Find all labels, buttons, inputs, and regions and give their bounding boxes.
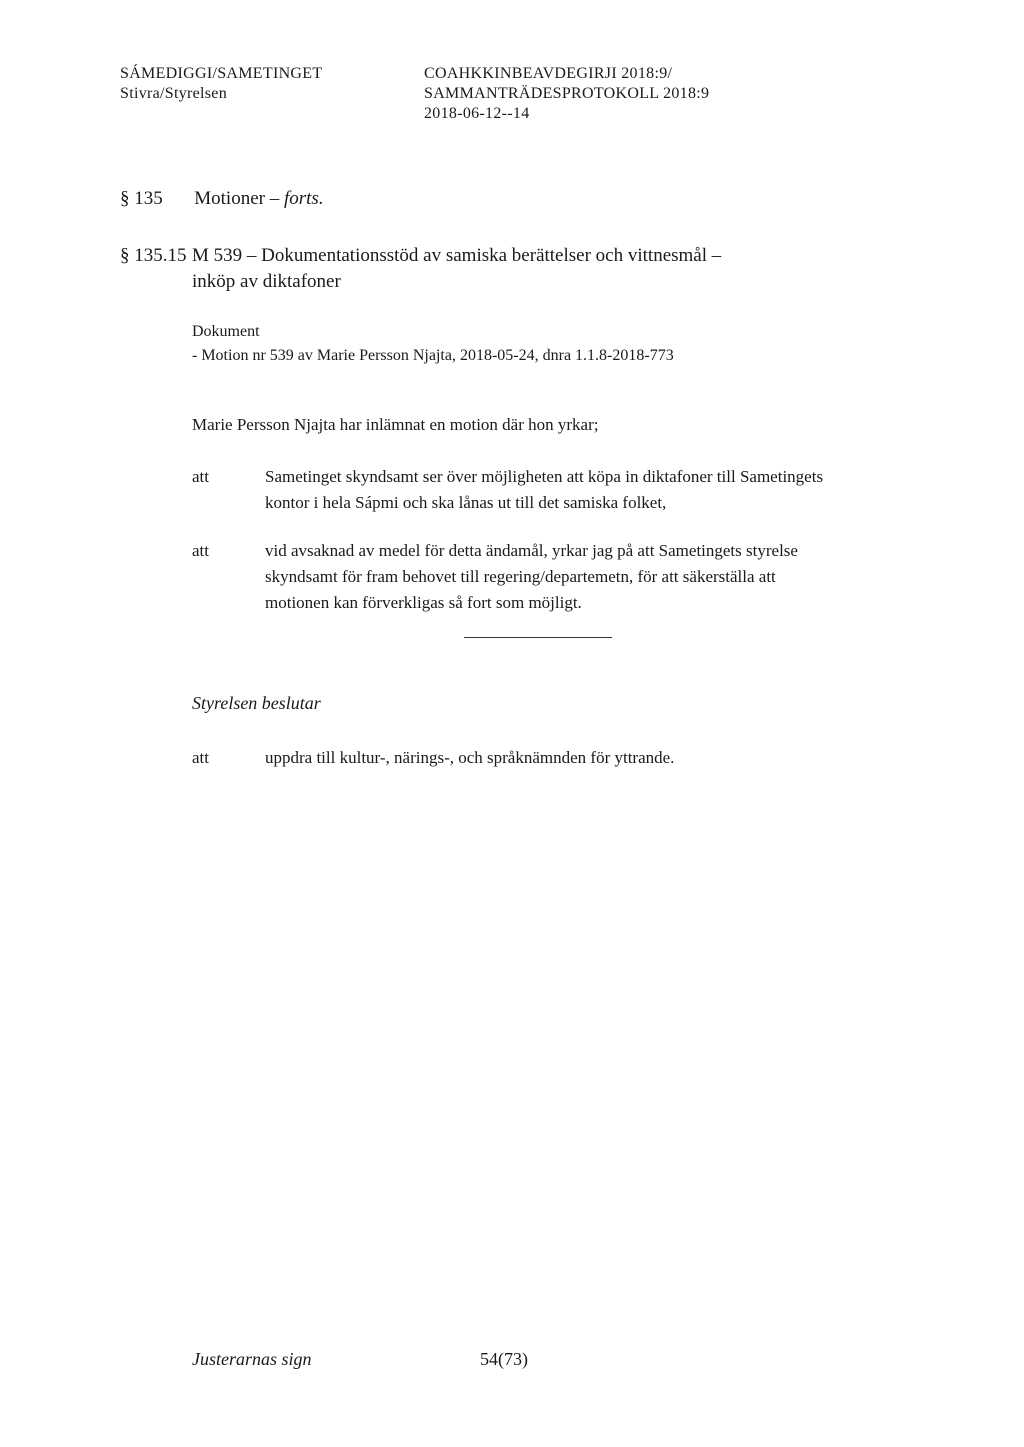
separator-rule	[464, 637, 612, 638]
decision-keyword: att	[192, 748, 209, 767]
documents-heading: Dokument	[192, 323, 260, 340]
demand-line: Sametinget skyndsamt ser över möjligheten att köpa in diktafoner till Sametingets	[265, 467, 824, 486]
org-line-1: SÁMEDIGGI/SAMETINGET	[120, 65, 323, 82]
demand-keyword: att	[192, 467, 209, 486]
org-name	[120, 64, 322, 104]
decision-text: uppdra till kultur-, närings-, och språknämnden för yttrande.	[265, 748, 675, 767]
demand-line: motionen kan förverkligas så fort som möjligt.	[265, 593, 582, 612]
subsection-number: § 135.15	[120, 245, 187, 266]
decision-heading: Styrelsen beslutar	[192, 693, 321, 713]
demand-line: kontor i hela Sápmi och ska lånas ut till det samiska folket,	[265, 493, 667, 512]
protocol-date: 2018-06-12--14	[424, 105, 530, 122]
protocol-line-1: COAHKKINBEAVDEGIRJI 2018:9/	[424, 65, 673, 82]
subsection-title-line-1: M 539 – Dokumentationsstöd av samiska berättelser och vittnesmål –	[192, 245, 722, 266]
demand-keyword: att	[192, 541, 209, 560]
intro-text: Marie Persson Njajta har inlämnat en motion där hon yrkar;	[192, 415, 599, 434]
protocol-line-2: SAMMANTRÄDESPROTOKOLL 2018:9	[424, 85, 710, 102]
section-title-italic: forts.	[283, 188, 324, 209]
section-heading	[120, 188, 324, 210]
section-title: Motioner –	[194, 188, 280, 209]
demand-line: vid avsaknad av medel för detta ändamål, yrkar jag på att Sametingets styrelse	[265, 541, 798, 560]
subsection-title-line-2: inköp av diktafoner	[192, 271, 341, 292]
signature-label: Justerarnas sign	[192, 1349, 312, 1369]
protocol-info	[424, 64, 709, 124]
page-number: 54(73)	[480, 1349, 528, 1369]
demand-line: skyndsamt för fram behovet till regering/departemetn, för att säkerställa att	[265, 567, 776, 586]
document-item: - Motion nr 539 av Marie Persson Njajta, 2018-05-24, dnra 1.1.8-2018-773	[192, 347, 674, 364]
section-number: § 135	[120, 188, 163, 209]
documents-block	[192, 320, 674, 368]
subsection-title	[192, 243, 992, 295]
org-line-2: Stivra/Styrelsen	[120, 85, 228, 102]
demand-text	[265, 464, 1005, 516]
demand-text	[265, 538, 1005, 616]
